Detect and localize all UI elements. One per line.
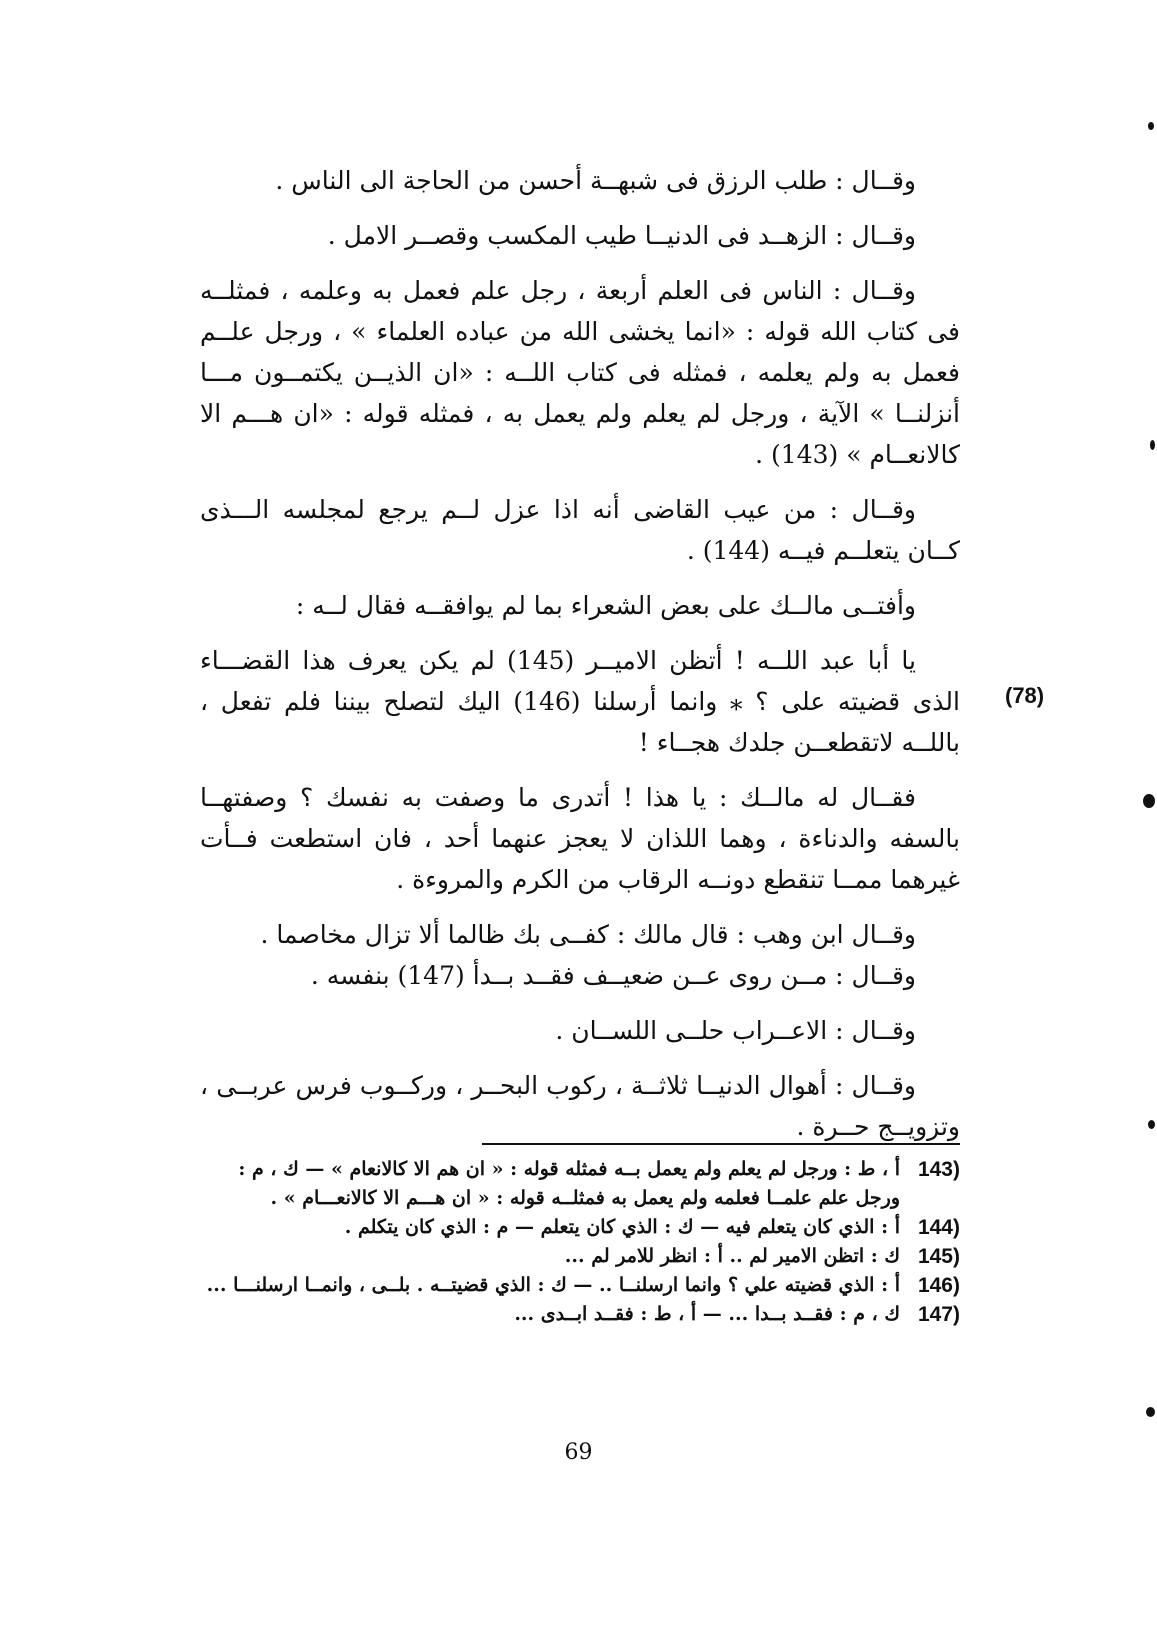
footnote-number: (147 bbox=[917, 1303, 960, 1326]
paragraph: وقــال : مــن روى عــن ضعيــف فقــد بــدأ (147) بنفسه . bbox=[310, 961, 916, 990]
footnote-number: (145 bbox=[917, 1245, 960, 1268]
paragraph: وقــال : من عيب القاضى أنه اذا عزل لــم يرجع لمجلسه الـــذى كــان يتعلــم فيــه (144) . bbox=[200, 495, 960, 565]
footnote bbox=[200, 1300, 960, 1329]
footnote-number: (144 bbox=[917, 1216, 960, 1239]
footnote bbox=[200, 1271, 960, 1300]
footnote bbox=[200, 1213, 960, 1242]
footnotes bbox=[200, 1155, 960, 1329]
footnote-separator bbox=[482, 1143, 960, 1145]
main-text bbox=[200, 160, 960, 1161]
footnote-text: ك ، م : فقــد بــدا ... — أ ، ط : فقــد ابــدى ... bbox=[514, 1303, 900, 1325]
footnote-text: أ ، ط : ورجل لم يعلم ولم يعمل بــه فمثله قوله : « ان هم الا كالانعام » — ك ، م : ورجل علم علمــا فعلمه ولم يعمل به فمثلــه قوله : « ان هـــم الا كالانعـــام » . bbox=[238, 1158, 900, 1209]
footnote-text: أ : الذي كان يتعلم فيه — ك : الذي كان يتعلم — م : الذي كان يتكلم . bbox=[344, 1216, 900, 1238]
footnote-text: أ : الذي قضيته علي ؟ وانما ارسلنــا .. — ك : الذي قضيتــه . بلــى ، وانمــا ارسلنـــا ... bbox=[206, 1274, 900, 1296]
paragraph: فقــال له مالــك : يا هذا ! أتدرى ما وصفت به نفسك ؟ وصفتهــا بالسفه والدناءة ، وهما اللذان لا يعجز عنهما أحد ، فان استطعت فــأت غيرهما ممــا تنقطع دونــه الرقاب من الكرم والمروءة . bbox=[200, 783, 960, 894]
paragraph: وقــال : طلب الرزق فى شبهــة أحسن من الحاجة الى الناس . bbox=[275, 166, 916, 195]
footnote-number: (143 bbox=[917, 1158, 960, 1181]
paragraph: وقــال : الزهــد فى الدنيــا طيب المكسب وقصــر الامل . bbox=[327, 221, 916, 250]
scan-speck bbox=[1148, 1120, 1155, 1129]
footnote bbox=[200, 1242, 960, 1271]
footnote bbox=[200, 1155, 960, 1213]
paragraph: وقــال ابن وهب : قال مالك : كفــى بك ظالما ألا تزال مخاصما . bbox=[260, 920, 916, 949]
paragraph: يا أبا عبد اللــه ! أتظن الاميــر (145) لم يكن يعرف هذا القضـــاء الذى قضيته على ؟ ⁎ وانما أرسلنا (146) اليك لتصلح بيننا فلم تفعل ، باللــه لاتقطعــن جلدك هجــاء ! bbox=[200, 646, 960, 757]
margin-page-reference: (78) bbox=[1005, 683, 1045, 708]
scan-speck bbox=[1150, 440, 1155, 450]
page-number: 69 bbox=[564, 1440, 593, 1465]
paragraph: وقــال : الناس فى العلم أربعة ، رجل علم فعمل به وعلمه ، فمثلــه فى كتاب الله قوله : «انما يخشى الله من عباده العلماء » ، ورجل علــم فعمل به ولم يعلمه ، فمثله فى كتاب اللــه : «ان الذيــن يكتمــون مـــا أنزلنــا » الآية ، ورجل لم يعلم ولم يعمل به ، فمثله قوله : «ان هـــم الا كالانعــام » (143) . bbox=[200, 276, 960, 469]
paragraph: وقــال : الاعــراب حلــى اللســان . bbox=[555, 1016, 916, 1045]
scan-speck bbox=[1143, 794, 1155, 808]
scan-speck bbox=[1148, 122, 1154, 130]
footnote-text: ك : اتظن الامير لم .. أ : انظر للامر لم ... bbox=[564, 1245, 900, 1267]
footnote-number: (146 bbox=[917, 1274, 960, 1297]
scan-speck bbox=[1146, 1407, 1155, 1417]
paragraph: وقــال : أهوال الدنيــا ثلاثــة ، ركوب البحــر ، وركــوب فرس عربــى ، وتزويــج حــرة . bbox=[200, 1071, 960, 1141]
paragraph: وأفتــى مالــك على بعض الشعراء بما لم يوافقــه فقال لــه : bbox=[295, 591, 916, 620]
